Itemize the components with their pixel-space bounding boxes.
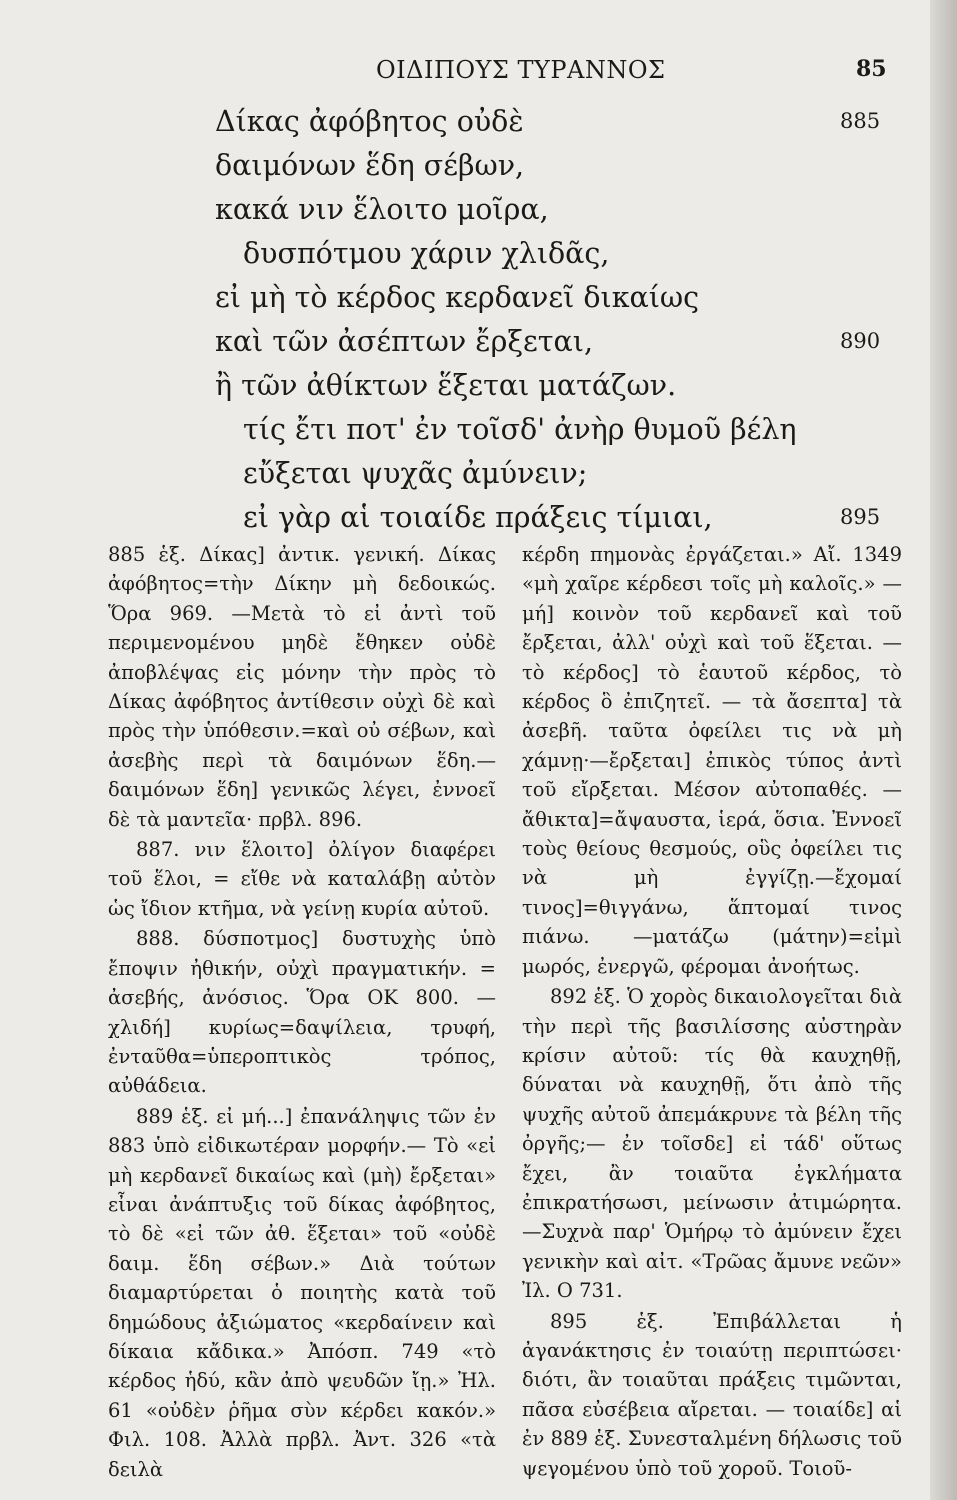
- commentary-left-column: [108, 540, 496, 1485]
- note-889: 889 ἑξ. εἰ μή...] ἐπανάληψις τῶν ἐν 883 ὑπὸ εἰδικωτέραν μορφήν.— Τὸ «εἰ μὴ κερδανεῖ δικαίως καὶ (μὴ) ἔρξεται» εἶναι ἀνάπτυξις τοῦ δίκας ἀφόβητος, τὸ δὲ «εἰ τῶν ἀθ. ἕξεται» τοῦ «οὐδὲ δαιμ. ἕδη σέβων.» Διὰ τούτων διαμαρτύρεται ὁ ποιητὴς κατὰ τοῦ δημώδους ἀξιώματος «κερδαίνειν καὶ δίκαια κἄδικα.» Ἀπόσπ. 749 «τὸ κέρδος ἡδύ, κἂν ἀπὸ ψευδῶν ἴῃ.» Ἠλ. 61 «οὐδὲν ῥῆμα σὺν κέρδει κακόν.» Φιλ. 108. Ἀλλὰ πρβλ. Ἀντ. 326 «τὰ δειλὰ: [108, 1104, 496, 1481]
- verse-line: δαιμόνων ἕδη σέβων,: [215, 149, 525, 182]
- verse-line: καὶ τῶν ἀσέπτων ἔρξεται,: [215, 325, 594, 358]
- verse-line: δυσπότμου χάριν χλιδᾶς,: [243, 237, 610, 270]
- verse-line: Δίκας ἀφόβητος οὐδὲ: [215, 105, 524, 138]
- line-number: 885: [840, 109, 881, 133]
- note-continued: κέρδη πημονὰς ἐργάζεται.» Αἴ. 1349 «μὴ χαῖρε κέρδεσι τοῖς μὴ καλοῖς.» —μή] κοινὸν τοῦ κερδανεῖ καὶ τοῦ ἔρξεται, ἀλλ' οὐχὶ καὶ τοῦ ἕξεται. —τὸ κέρδος] τὸ ἑαυτοῦ κέρδος, τὸ κέρδος ὃ ἐπιζητεῖ. — τὰ ἄσεπτα] τὰ ἀσεβῆ. ταῦτα ὀφείλει τις νὰ μὴ χάμνῃ·—ἔρξεται] ἐπικὸς τύπος ἀντὶ τοῦ εἴρξεται. Μέσον αὐτοπαθές. — ἄθικτα]=ἄψαυστα, ἱερά, ὅσια. Ἐννοεῖ τοὺς θείους θεσμούς, οὓς ὀφείλει τις νὰ μὴ ἐγγίζῃ.—ἔχομαί τινος]=θιγγάνω, ἅπτομαί τινος πιάνω. —ματάζω (μάτην)=εἰμὶ μωρός, ἐνεργῶ, φέρομαι ἀνοήτως.: [522, 543, 902, 978]
- note-887: 887. νιν ἕλοιτο] ὀλίγον διαφέρει τοῦ ἕλοι, = εἴθε νὰ καταλάβῃ αὐτὸν ὡς ἴδιον κτῆμα, νὰ γείνῃ κυρία αὐτοῦ.: [108, 838, 496, 920]
- page-number: 85: [856, 56, 887, 82]
- note-892: 892 ἑξ. Ὁ χορὸς δικαιολογεῖται διὰ τὴν περὶ τῆς βασιλίσσης αὐστηρὰν κρίσιν αὐτοῦ: τίς θὰ καυχηθῇ, δύναται νὰ καυχηθῇ, ὅτι ἀπὸ τῆς ψυχῆς αὐτοῦ ἀπεμάκρυνε τὰ βέλη τῆς ὀργῆς;— ἐν τοῖσδε] εἰ τάδ' οὕτως ἔχει, ἂν τοιαῦτα ἐγκλήματα ἐπικρατήσωσι, μείνωσιν ἀτιμώρητα.—Συχνὰ παρ' Ὁμήρῳ τὸ ἀμύνειν ἔχει γενικὴν καὶ αἰτ. «Τρῶας ἄμυνε νεῶν» Ἰλ. Ο 731.: [522, 985, 902, 1303]
- note-888: 888. δύσποτμος] δυστυχὴς ὑπὸ ἔποψιν ἠθικήν, οὐχὶ πραγματικήν. = ἀσεβής, ἀνόσιος. Ὅρα ΟΚ 800. —χλιδή] κυρίως=δαψίλεια, τρυφή, ἐνταῦθα=ὑπεροπτικὸς τρόπος, αὐθάδεια.: [108, 927, 496, 1098]
- running-header: [0, 52, 957, 88]
- verse-line: ἢ τῶν ἀθίκτων ἕξεται ματάζων.: [215, 369, 677, 402]
- verse-line: εὔξεται ψυχᾶς ἀμύνειν;: [243, 457, 588, 490]
- verse-block: [0, 105, 957, 534]
- verse-line: τίς ἔτι ποτ' ἐν τοῖσδ' ἀνὴρ θυμοῦ βέλη: [243, 413, 797, 446]
- verse-line: κακά νιν ἕλοιτο μοῖρα,: [215, 193, 549, 226]
- note-895: 895 ἑξ. Ἐπιβάλλεται ἡ ἀγανάκτησις ἐν τοιαύτῃ περιπτώσει· διότι, ἂν τοιαῦται πράξεις τιμῶνται, πᾶσα εὐσέβεια αἴρεται. — τοιαίδε] αἱ ἐν 889 ἑξ. Συνεσταλμένη δήλωσις τοῦ ψεγομένου ὑπὸ τοῦ χοροῦ. Τοιοῦ-: [522, 1309, 902, 1480]
- running-title: ΟΙΔΙΠΟΥΣ ΤΥΡΑΝΝΟΣ: [376, 56, 666, 84]
- verse-line: εἰ μὴ τὸ κέρδος κερδανεῖ δικαίως: [215, 281, 700, 314]
- line-number: 890: [840, 329, 881, 353]
- line-number: 895: [840, 505, 881, 529]
- note-885: 885 ἑξ. Δίκας] ἀντικ. γενική. Δίκας ἀφόβητος=τὴν Δίκην μὴ δεδοικώς. Ὅρα 969. —Μετὰ τὸ εἰ ἀντὶ τοῦ περιμενομένου μηδὲ ἔθηκεν οὐδὲ ἀποβλέψας εἰς μόνην τὴν πρὸς τὸ Δίκας ἀφόβητος ἀντίθεσιν οὐχὶ δὲ καὶ πρὸς τὴν ὑπόθεσιν.=καὶ οὐ σέβων, καὶ ἀσεβὴς περὶ τὰ δαιμόνων ἕδη.—δαιμόνων ἕδη] γενικῶς λέγει, ἐννοεῖ δὲ τὰ μαντεῖα· πρβλ. 896.: [108, 543, 496, 831]
- verse-line: εἰ γὰρ αἱ τοιαίδε πράξεις τίμιαι,: [243, 501, 713, 534]
- commentary-right-column: [522, 540, 902, 1484]
